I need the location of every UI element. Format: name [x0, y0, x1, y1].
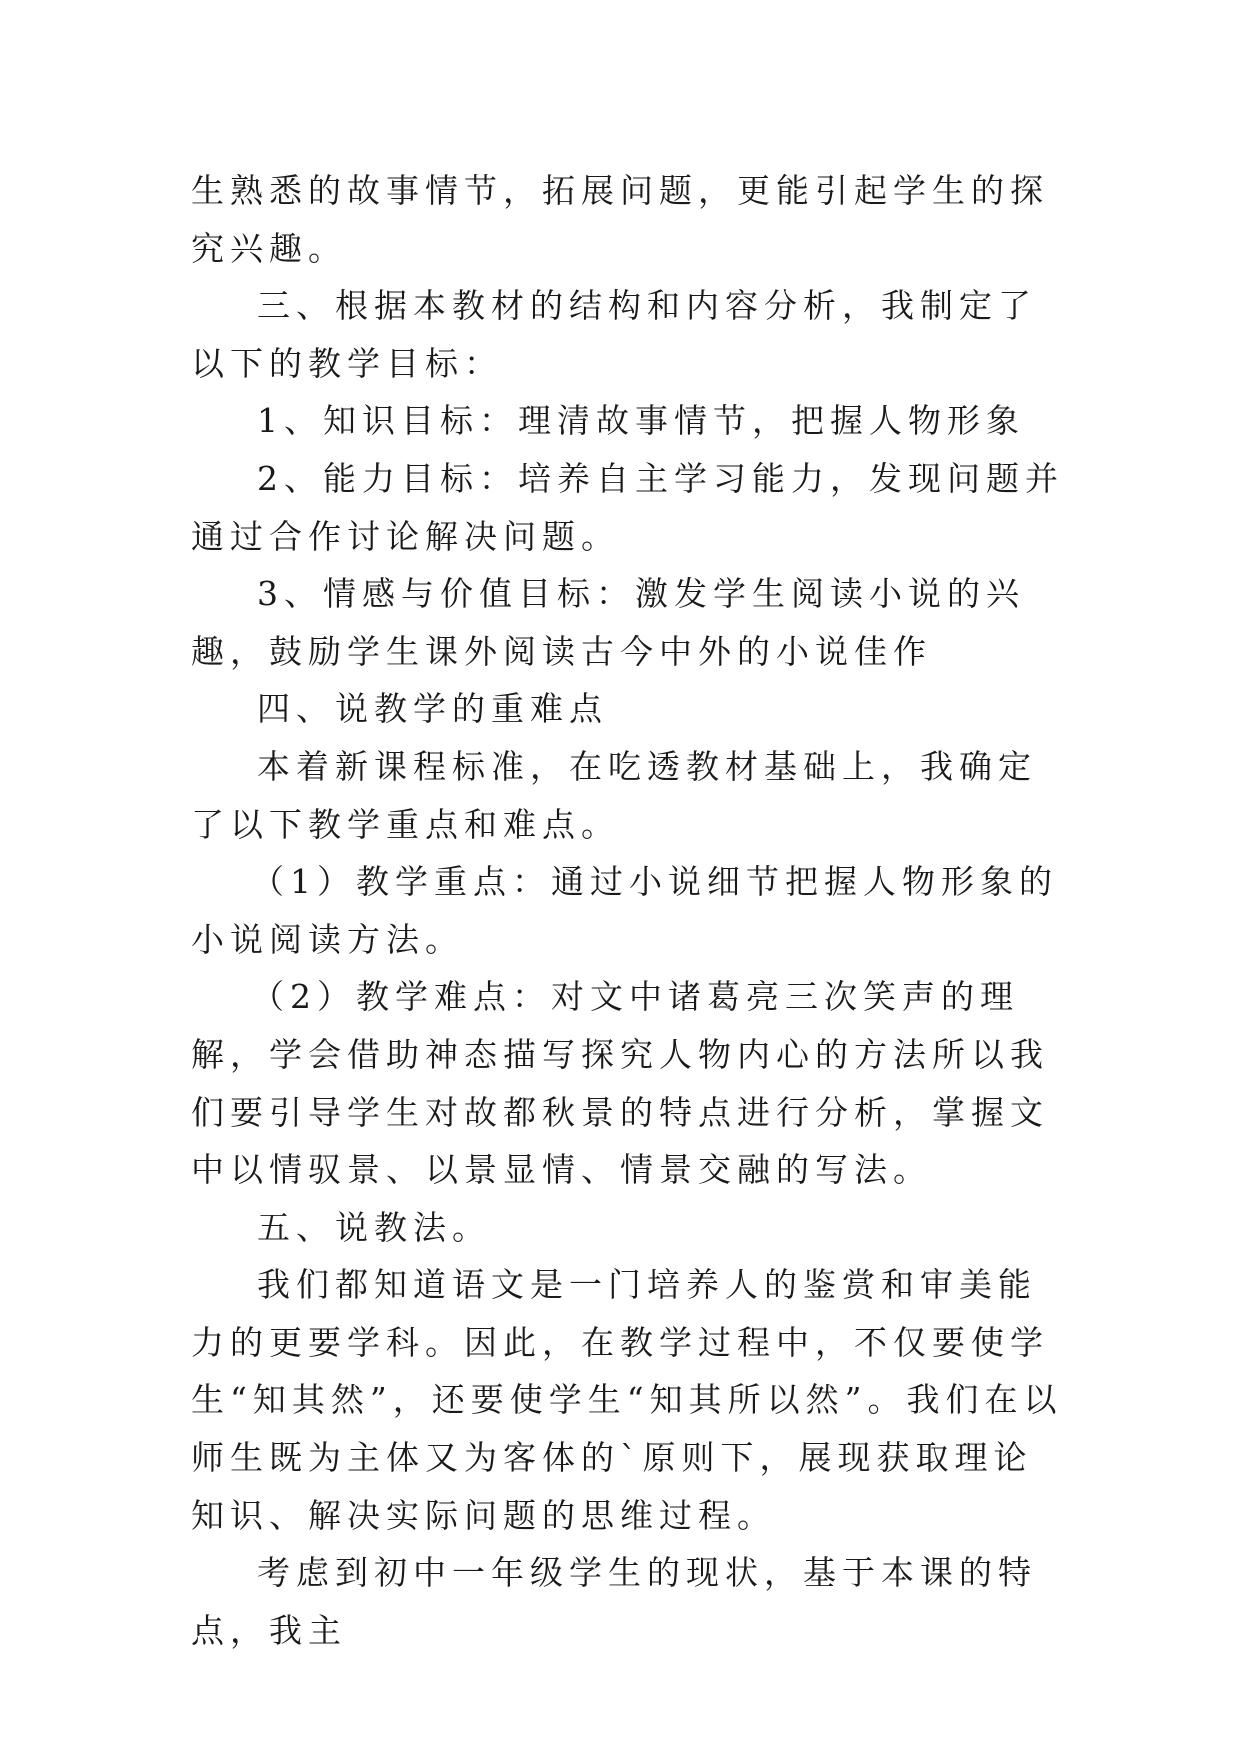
paragraph-4: 2、能力目标：培养自主学习能力，发现问题并通过合作讨论解决问题。 — [191, 458, 1064, 556]
paragraph-8: （1）教学重点：通过小说细节把握人物形象的小说阅读方法。 — [191, 862, 1058, 959]
paragraph-9: （2）教学难点：对文中诸葛亮三次笑声的理解，学会借助神态描写探究人物内心的方法所以我们要引导学生对故都秋景的特点进行分析，掌握文中以情驭景、以景显情、情景交融的写法。 — [191, 977, 1049, 1190]
paragraph-3: 1、知识目标：理清故事情节，把握人物形象 — [257, 401, 1025, 441]
paragraph-10: 五、说教法。 — [257, 1207, 491, 1247]
document-body — [191, 162, 1071, 1659]
paragraph-1: 生熟悉的故事情节，拓展问题，更能引起学生的探究兴趣。 — [191, 171, 1049, 268]
paragraph-5: 3、情感与价值目标：激发学生阅读小说的兴趣，鼓励学生课外阅读古今中外的小说佳作 — [191, 574, 1025, 671]
paragraph-6: 四、说教学的重难点 — [257, 689, 608, 729]
paragraph-11: 我们都知道语文是一门培养人的鉴赏和审美能力的更要学科。因此，在教学过程中，不仅要使学生“知其然”，还要使学生“知其所以然”。我们在以师生既为主体又为客体的`原则下，展现获取理论知识、解决实际问题的思维过程。 — [191, 1265, 1063, 1535]
paragraph-12: 考虑到初中一年级学生的现状，基于本课的特点，我主 — [191, 1553, 1037, 1650]
paragraph-2: 三、根据本教材的结构和内容分析，我制定了以下的教学目标： — [191, 286, 1037, 383]
paragraph-7: 本着新课程标准，在吃透教材基础上，我确定了以下教学重点和难点。 — [191, 746, 1037, 844]
